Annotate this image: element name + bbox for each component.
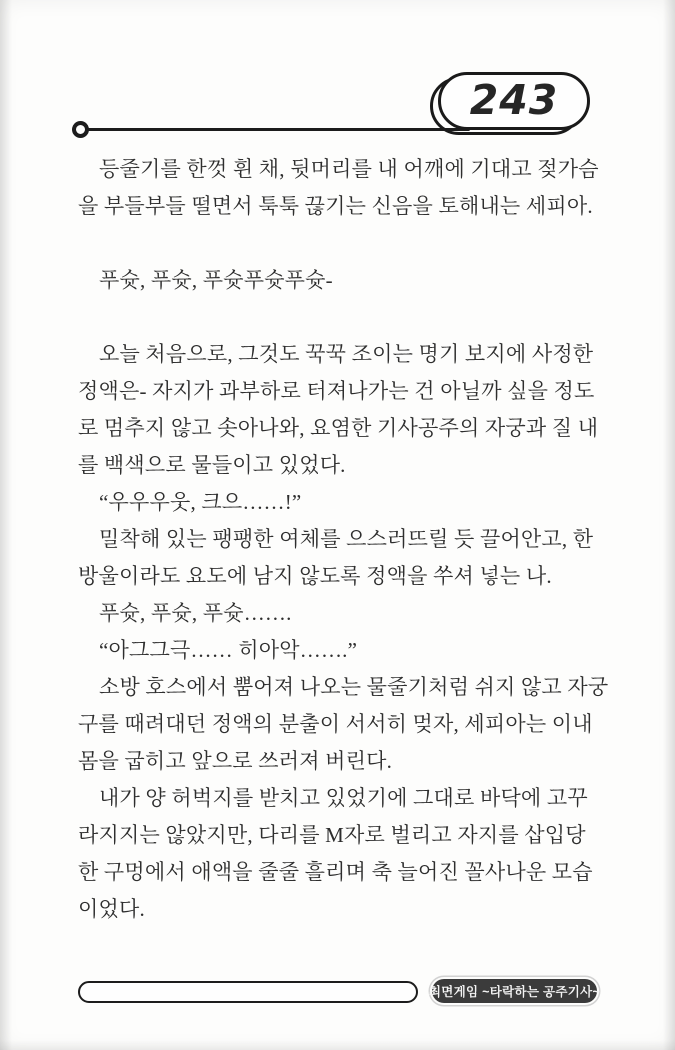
body-text [78, 151, 608, 928]
line-end-dot-icon [72, 121, 89, 138]
text-line: “아그그극…… 히아악…….” [99, 638, 358, 662]
text-line: 소방 호스에서 뿜어져 나오는 물줄기처럼 쉬지 않고 자궁 [99, 675, 609, 699]
series-title: 최면게임 ~타락하는 공주기사~ [428, 985, 601, 999]
text-line: 푸슛, 푸슛, 푸슛……. [99, 601, 292, 625]
footer-pill [78, 981, 418, 1003]
text-line: 방울이라도 요도에 남지 않도록 정액을 쑤셔 넣는 나. [78, 564, 552, 588]
page-number-pill [438, 72, 590, 130]
text-line: “우우우웃, 크으……!” [99, 490, 302, 514]
text-line: 한 구멍에서 애액을 줄줄 흘리며 축 늘어진 꼴사나운 모습 [78, 860, 593, 884]
text-line: 정액은- 자지가 과부하로 터져나가는 건 아닐까 싶을 정도 [78, 379, 595, 403]
text-line: 푸슛, 푸슛, 푸슛푸슛푸슛- [99, 268, 333, 292]
page-number: 243 [469, 76, 559, 124]
header-rule [86, 128, 470, 131]
text-line: 라지지는 않았지만, 다리를 M자로 벌리고 자지를 삽입당 [78, 823, 586, 847]
text-line: 오늘 처음으로, 그것도 꾹꾹 조이는 명기 보지에 사정한 [99, 342, 594, 366]
text-line: 이었다. [78, 897, 145, 921]
text-line: 밀착해 있는 팽팽한 여체를 으스러뜨릴 듯 끌어안고, 한 [99, 527, 594, 551]
series-title-badge [428, 979, 601, 1003]
text-line: 몸을 굽히고 앞으로 쓰러져 버린다. [78, 749, 393, 773]
text-line: 로 멈추지 않고 솟아나와, 요염한 기사공주의 자궁과 질 내 [78, 416, 599, 440]
text-line: 등줄기를 한껏 휜 채, 뒷머리를 내 어깨에 기대고 젖가슴 [99, 157, 599, 181]
text-line: 내가 양 허벅지를 받치고 있었기에 그대로 바닥에 고꾸 [99, 786, 588, 810]
text-line: 를 백색으로 물들이고 있었다. [78, 453, 346, 477]
page-number-badge [438, 72, 590, 130]
text-line: 구를 때려대던 정액의 분출이 서서히 멎자, 세피아는 이내 [78, 712, 593, 736]
blank-line [78, 225, 608, 262]
text-line: 을 부들부들 떨면서 툭툭 끊기는 신음을 토해내는 세피아. [78, 194, 593, 218]
blank-line [78, 299, 608, 336]
